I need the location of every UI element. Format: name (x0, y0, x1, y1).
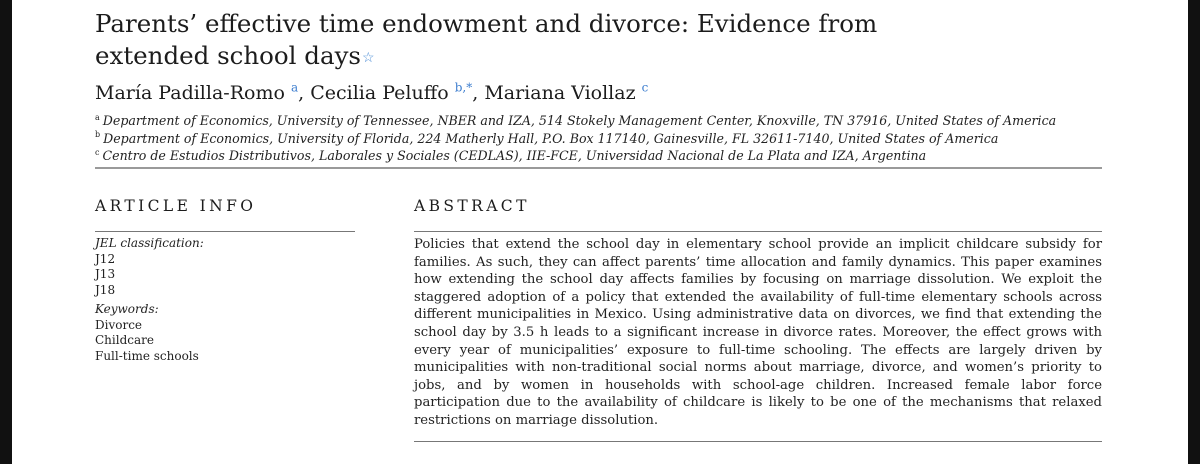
article-info-panel (95, 236, 355, 364)
article-info-heading: ARTICLE INFO (95, 197, 257, 215)
affiliation-mark: c (95, 147, 100, 157)
keywords-heading: Keywords: (95, 302, 159, 316)
keyword: Childcare (95, 333, 154, 347)
abstract-bottom-divider (414, 441, 1102, 442)
author-affiliation-mark[interactable]: a (290, 80, 299, 95)
affiliation-item (95, 147, 1056, 165)
affiliation-text: Centro de Estudios Distributivos, Laborales y Sociales (CEDLAS), IIE-FCE, Universidad Nacional de La Plata and IZA, Argentina (102, 148, 927, 163)
jel-heading: JEL classification: (95, 236, 204, 250)
keyword: Divorce (95, 317, 143, 332)
paper-title-text: Parents’ effective time endowment and divorce: Evidence from extended school days (95, 9, 878, 70)
footnote-star-icon[interactable]: ☆ (362, 50, 375, 66)
right-edge-bar (1188, 0, 1200, 464)
affiliation-list (95, 112, 1056, 165)
affiliation-item (95, 130, 1056, 148)
paper-title (95, 8, 995, 72)
left-edge-bar (0, 0, 12, 464)
author-list (95, 81, 648, 105)
author-name[interactable]: María Padilla-Romo (95, 82, 285, 104)
article-info-divider (95, 231, 355, 232)
affiliation-mark: a (95, 112, 100, 122)
abstract-heading: ABSTRACT (414, 197, 530, 215)
abstract-divider (414, 231, 1102, 232)
author-name[interactable]: Mariana Viollaz (484, 82, 636, 104)
author-separator: , (298, 82, 311, 104)
affiliation-item (95, 112, 1056, 130)
affiliation-text: Department of Economics, University of Tennessee, NBER and IZA, 514 Stokely Management Center, Knoxville, TN 37916, United States of America (102, 113, 1057, 128)
affiliation-text: Department of Economics, University of Florida, 224 Matherly Hall, P.O. Box 117140, Gainesville, FL 32611-7140, United States of America (103, 130, 999, 146)
author-affiliation-mark[interactable]: c (641, 80, 649, 95)
keyword: Full-time schools (95, 348, 199, 363)
affiliation-mark: b (95, 130, 101, 140)
abstract-text: Policies that extend the school day in elementary school provide an implicit childcare subsidy for families. As such, they can affect parents’ time allocation and family dynamics. This paper examines how extending the school day affects families by focusing on marriage dissolution. We exploit the staggered adoption of a policy that extended the availability of full-time elementary schools across different municipalities in Mexico. Using administrative data on divorces, we find that extending the school day by 3.5 h leads to a significant increase in divorce rates. Moreover, the effect grows with every year of municipalities’ exposure to full-time schooling. The effects are largely driven by municipalities with non-traditional social norms about marriage, divorce, and women’s priority to jobs, and by women in households with school-age children. Increased female labor force participation due to the availability of childcare is likely to be one of the mechanisms that relaxed restrictions on marriage dissolution. (414, 237, 1102, 428)
author-name[interactable]: Cecilia Peluffo (310, 82, 449, 104)
jel-code: J18 (95, 282, 116, 297)
jel-code: J12 (95, 251, 116, 266)
jel-code: J13 (95, 267, 116, 281)
author-separator: , (472, 82, 485, 104)
author-affiliation-mark[interactable]: b,* (454, 80, 473, 95)
header-divider (95, 167, 1102, 169)
